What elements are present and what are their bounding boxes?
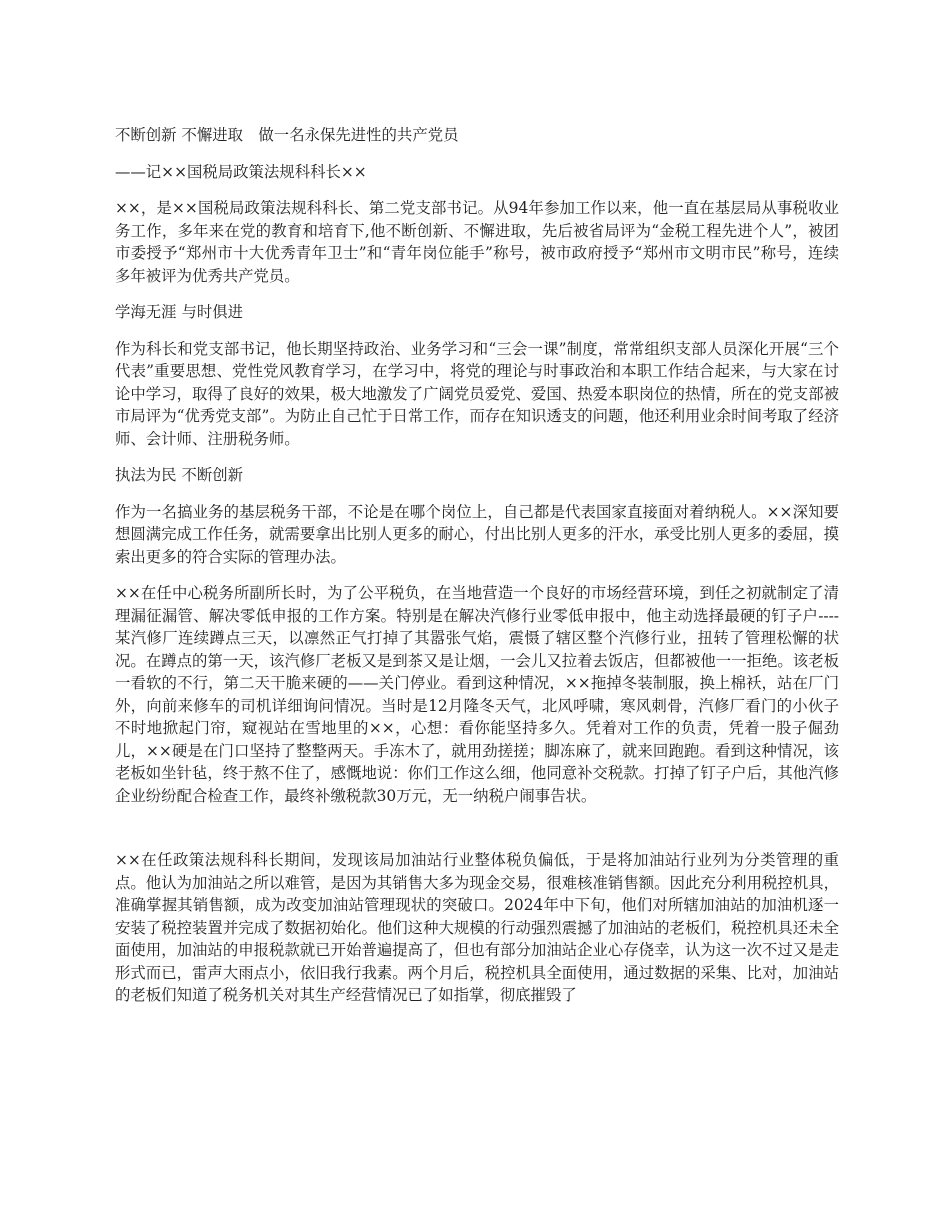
intro-paragraph: ××，是××国税局政策法规科科长、第二党支部书记。从94年参加工作以来，他一直在基层局从事税收业务工作，多年来在党的教育和培育下,他不断创新、不懈进取，先后被省局评为“金税工程先进个人”，被团市委授予“郑州市十大优秀青年卫士”和“青年岗位能手”称号，被市政府授予“郑州市文明市民”称号，连续多年被评为优秀共产党员。 <box>115 199 839 285</box>
document-page <box>115 124 839 1021</box>
section-heading-law-enforcement: 执法为民 不断创新 <box>115 466 244 484</box>
duty-paragraph: 作为一名搞业务的基层税务干部，不论是在哪个岗位上，自己都是代表国家直接面对着纳税人。××深知要想圆满完成工作任务，就需要拿出比别人更多的耐心，付出比别人更多的汗水，承受比别人更多的委屈，摸索出更多的符合实际的管理办法。 <box>115 502 839 566</box>
document-subtitle: ——记××国税局政策法规科科长×× <box>115 162 367 181</box>
document-title: 不断创新 不懈进取 做一名永保先进性的共产党员 <box>115 126 459 144</box>
gas-station-paragraph: ××在任政策法规科科长期间，发现该局加油站行业整体税负偏低，于是将加油站行业列为分类管理的重点。他认为加油站之所以难管，是因为其销售大多为现金交易，很难核准销售额。因此充分利用税控机具，准确掌握其销售额，成为改变加油站管理现状的突破口。2024年中下旬，他们对所辖加油站的加油机逐一安装了税控装置并完成了数据初始化。他们这种大规模的行动强烈震撼了加油站的老板们，税控机具还未全面使用，加油站的申报税款就已开始普遍提高了，但也有部分加油站企业心存侥幸，认为这一次不过又是走形式而已，雷声大雨点小，依旧我行我素。两个月后，税控机具全面使用，通过数据的采集、比对，加油站的老板们知道了税务机关对其生产经营情况已了如指掌，彻底摧毁了 <box>115 851 839 1004</box>
learning-paragraph: 作为科长和党支部书记，他长期坚持政治、业务学习和“三会一课”制度，常常组织支部人员深化开展“三个代表”重要思想、党性党风教育学习，在学习中，将党的理论与时事政治和本职工作结合起来，与大家在讨论中学习，取得了良好的效果，极大地激发了广阔党员爱党、爱国、热爱本职岗位的热情，所在的党支部被市局评为“优秀党支部”。为防止自己忙于日常工作，而存在知识透支的问题，他还利用业余时间考取了经济师、会计师、注册税务师。 <box>115 339 839 448</box>
auto-repair-paragraph: ××在任中心税务所副所长时，为了公平税负，在当地营造一个良好的市场经营环境，到任之初就制定了清理漏征漏管、解决零低申报的工作方案。特别是在解决汽修行业零低申报中，他主动选择最硬的钉子户----某汽修厂连续蹲点三天，以凛然正气打掉了其嚣张气焰，震慑了辖区整个汽修行业，扭转了管理松懈的状况。在蹲点的第一天，该汽修厂老板又是到茶又是让烟，一会儿又拉着去饭店，但都被他一一拒绝。该老板一看软的不行，第二天干脆来硬的——关门停业。看到这种情况，××拖掉冬装制服，换上棉袄，站在厂门外，向前来修车的司机详细询问情况。当时是12月隆冬天气，北风呼啸，寒风刺骨，汽修厂看门的小伙子不时地掀起门帘，窥视站在雪地里的××，心想：看你能坚持多久。凭着对工作的负责，凭着一股子倔劲儿，××硬是在门口坚持了整整两天。手冻木了，就用劲搓搓；脚冻麻了，就来回跑跑。看到这种情况，该老板如坐针毡，终于熬不住了，感慨地说：你们工作这么细，他同意补交税款。打掉了钉子户后，其他汽修企业纷纷配合检查工作，最终补缴税款30万元，无一纳税户闹事告状。 <box>115 584 839 805</box>
section-heading-learning: 学海无涯 与时俱进 <box>115 303 244 321</box>
